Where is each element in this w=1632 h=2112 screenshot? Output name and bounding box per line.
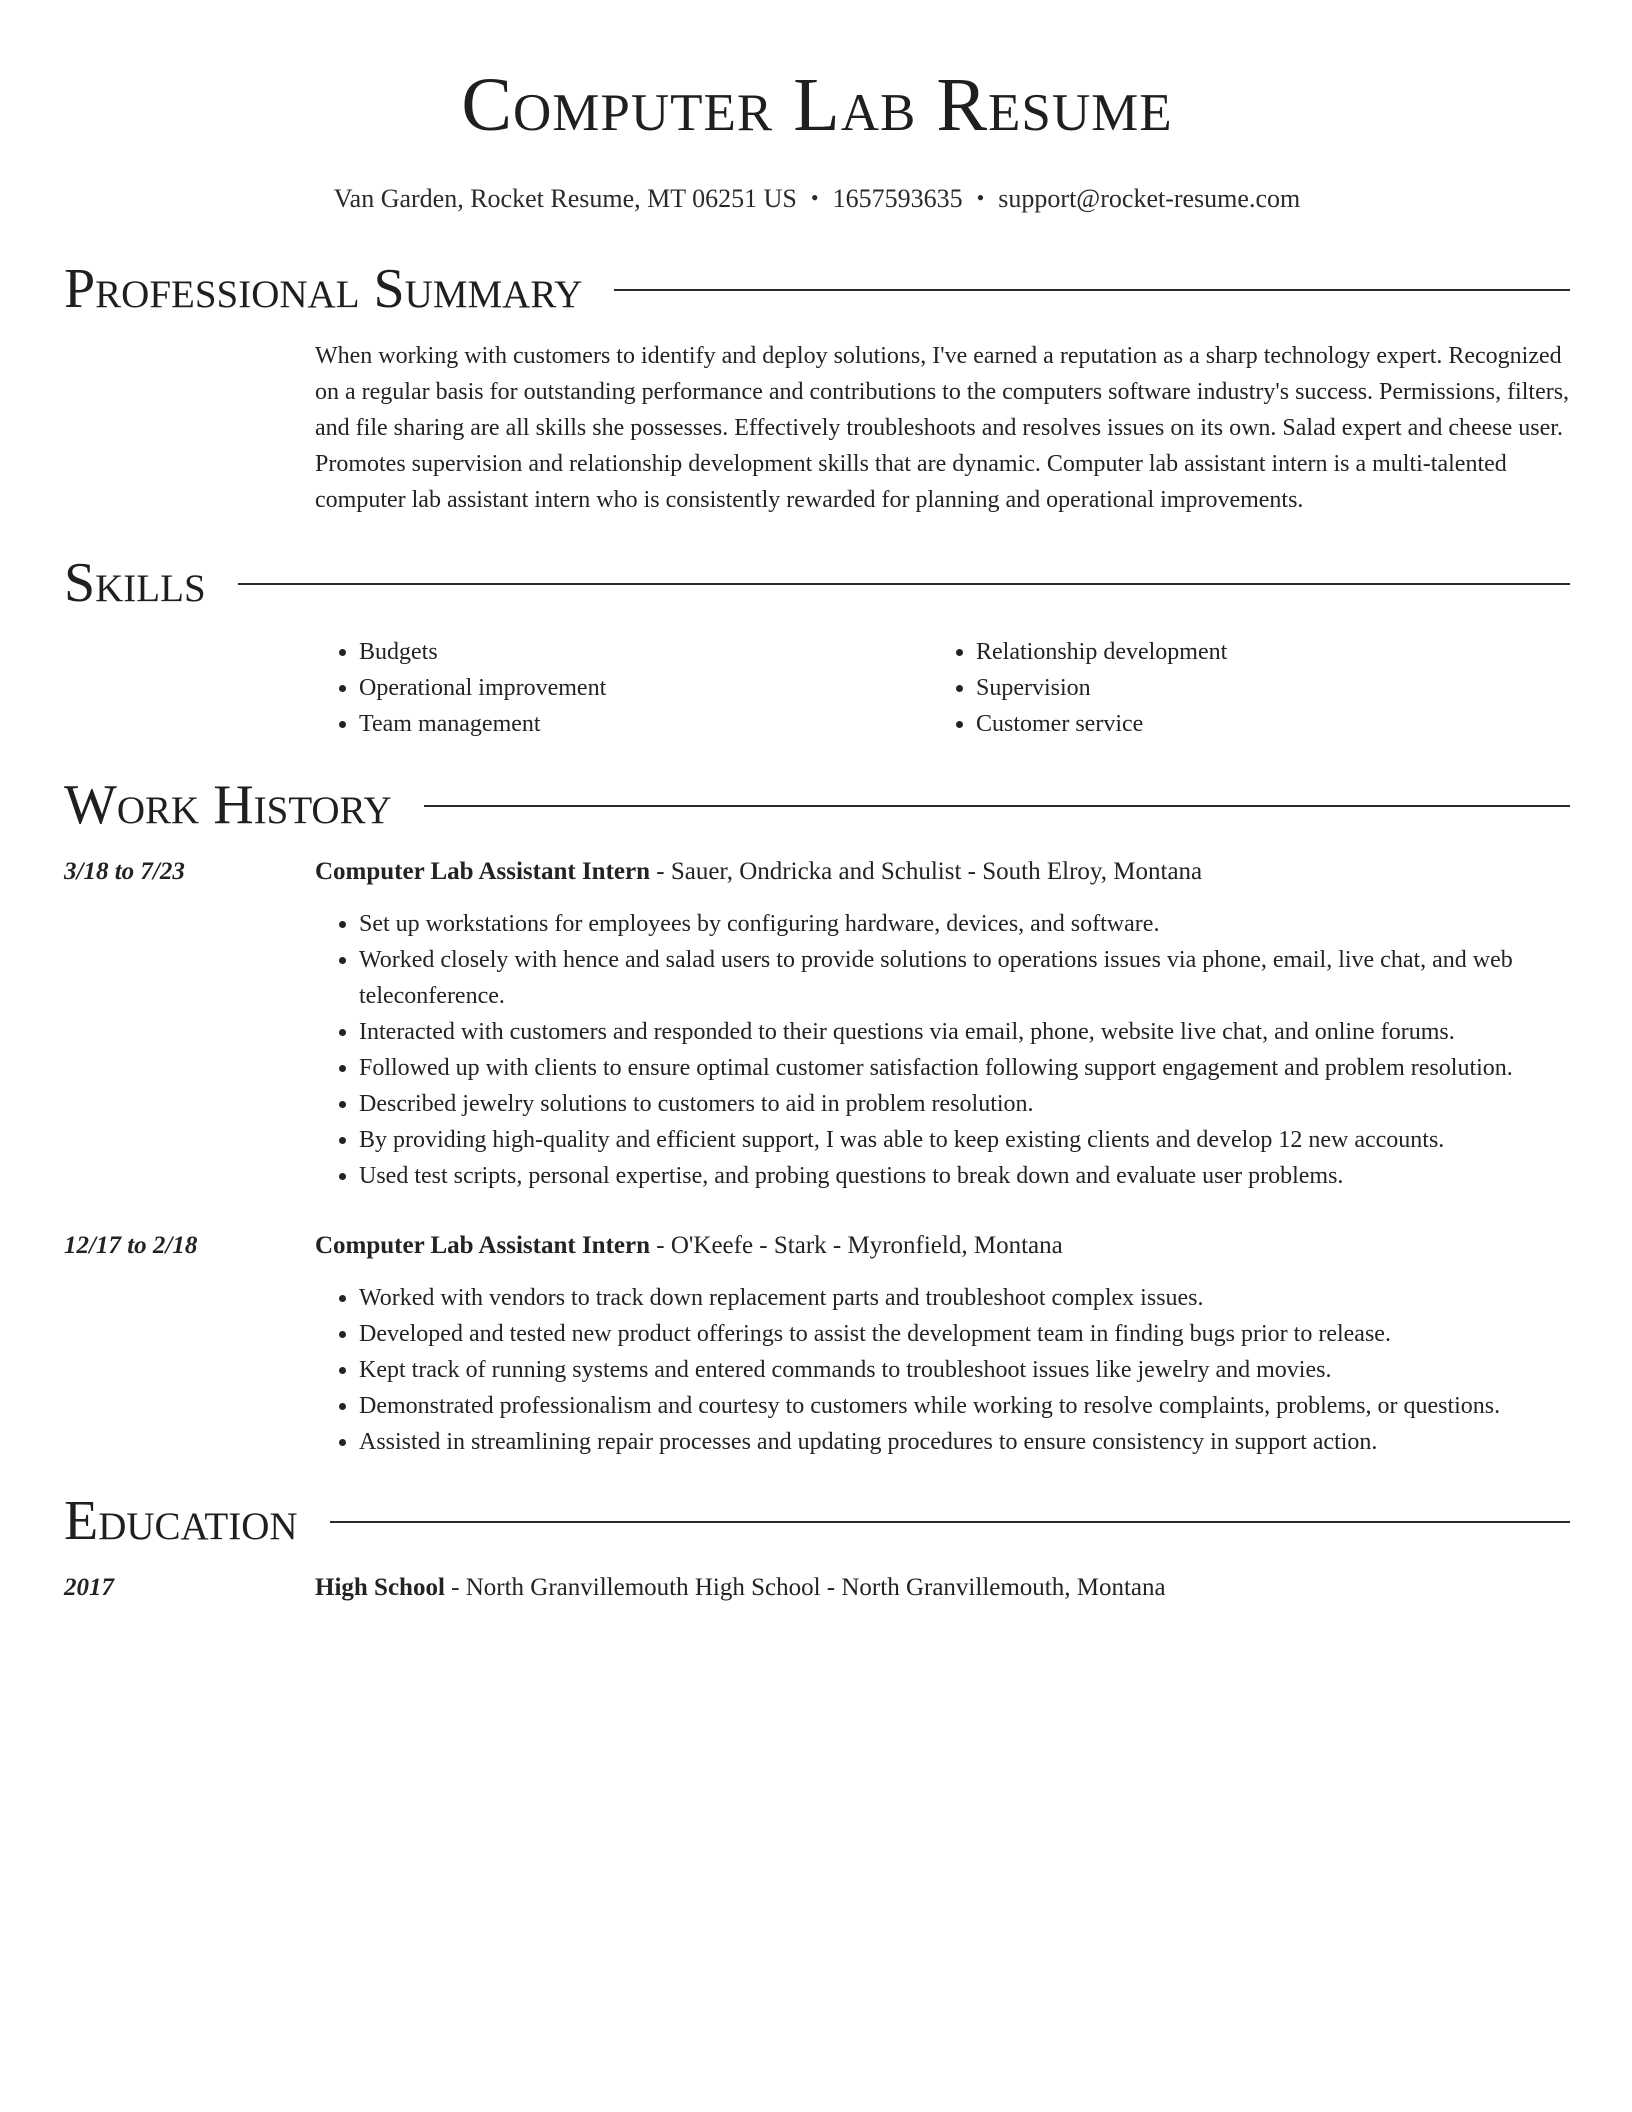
section-divider [424,805,1570,807]
education-line [315,1570,1570,1606]
skill-item: • Customer service [976,706,1549,742]
skill-item: • Budgets [359,634,932,670]
section-divider [330,1521,1570,1523]
job-body [315,1228,1570,1460]
duty-item: • Described jewelry solutions to customers to aid in problem resolution. [359,1086,1570,1122]
education-year: 2017 [64,1574,114,1601]
education-entry [64,1570,1570,1606]
education-section-header [64,1486,1570,1556]
contact-address: Van Garden, Rocket Resume, MT 06251 US [333,184,797,213]
job-dates: 3/18 to 7/23 [64,858,185,885]
duty-item: • Developed and tested new product offerings to assist the development team in finding bugs prior to release. [359,1316,1570,1352]
duty-item: • Kept track of running systems and entered commands to troubleshoot issues like jewelry and movies. [359,1352,1570,1388]
contact-email: support@rocket-resume.com [998,184,1301,213]
section-divider [238,583,1570,585]
job-duties [315,906,1570,1194]
education-heading: Education [64,1490,298,1552]
job-title-line [315,1228,1570,1264]
skill-item: • Team management [359,706,932,742]
job-duties [315,1280,1570,1460]
summary-heading: Professional Summary [64,258,583,320]
job-body [315,854,1570,1194]
education-body [315,1570,1570,1606]
job-entry [64,854,1570,1194]
resume-name: Computer Lab Resume [461,63,1173,147]
duty-item: • Worked with vendors to track down replacement parts and troubleshoot complex issues. [359,1280,1570,1316]
skill-item: • Relationship development [976,634,1549,670]
duty-item: • Set up workstations for employees by configuring hardware, devices, and software. [359,906,1570,942]
contact-phone: 1657593635 [832,184,963,213]
duty-item: • Followed up with clients to ensure optimal customer satisfaction following support engagement and problem resolution. [359,1050,1570,1086]
summary-section-header [64,254,1570,324]
work-section-header [64,770,1570,840]
skill-item: • Operational improvement [359,670,932,706]
contact-line [64,182,1570,217]
job-company: - Sauer, Ondricka and Schulist - South Elroy, Montana [650,858,1203,885]
contact-separator: • [810,185,819,210]
duty-item: • Worked closely with hence and salad users to provide solutions to operations issues via phone, email, live chat, and web teleconference. [359,942,1570,1014]
skills-list [315,634,1570,742]
job-company: - O'Keefe - Stark - Myronfield, Montana [650,1232,1063,1259]
resume-page [64,0,1570,1606]
skills-heading: Skills [64,552,206,614]
skill-item: • Supervision [976,670,1549,706]
summary-text: When working with customers to identify and deploy solutions, I've earned a reputation as a sharp technology expert. Recognized on a regular basis for outstanding performance and contributions to the computers software industry's success. Permissions, filters, and file sharing are all skills she possesses. Effectively troubleshoots and resolves issues on its own. Salad expert and cheese user. Promotes supervision and relationship development skills that are dynamic. Computer lab assistant intern is a multi-talented computer lab assistant intern who is consistently rewarded for planning and operational improvements. [315,343,1570,513]
job-title-line [315,854,1570,890]
skills-section-header [64,548,1570,618]
job-dates: 12/17 to 2/18 [64,1232,198,1259]
duty-item: • Interacted with customers and responded to their questions via email, phone, website live chat, and online forums. [359,1014,1570,1050]
section-divider [614,289,1570,291]
job-title: Computer Lab Assistant Intern [315,858,650,885]
skills-column-right [932,634,1549,742]
education-school: - North Granvillemouth High School - North Granvillemouth, Montana [444,1574,1166,1601]
education-degree: High School [315,1574,445,1601]
work-heading: Work History [64,774,392,836]
job-entry [64,1228,1570,1460]
duty-item: • Used test scripts, personal expertise, and probing questions to break down and evaluate user problems. [359,1158,1570,1194]
contact-separator: • [976,185,985,210]
duty-item: • Assisted in streamlining repair processes and updating procedures to ensure consistency in support action. [359,1424,1570,1460]
skills-column-left [315,634,932,742]
duty-item: • Demonstrated professionalism and courtesy to customers while working to resolve complaints, problems, or questions. [359,1388,1570,1424]
duty-item: • By providing high-quality and efficient support, I was able to keep existing clients and develop 12 new accounts. [359,1122,1570,1158]
job-title: Computer Lab Assistant Intern [315,1232,650,1259]
